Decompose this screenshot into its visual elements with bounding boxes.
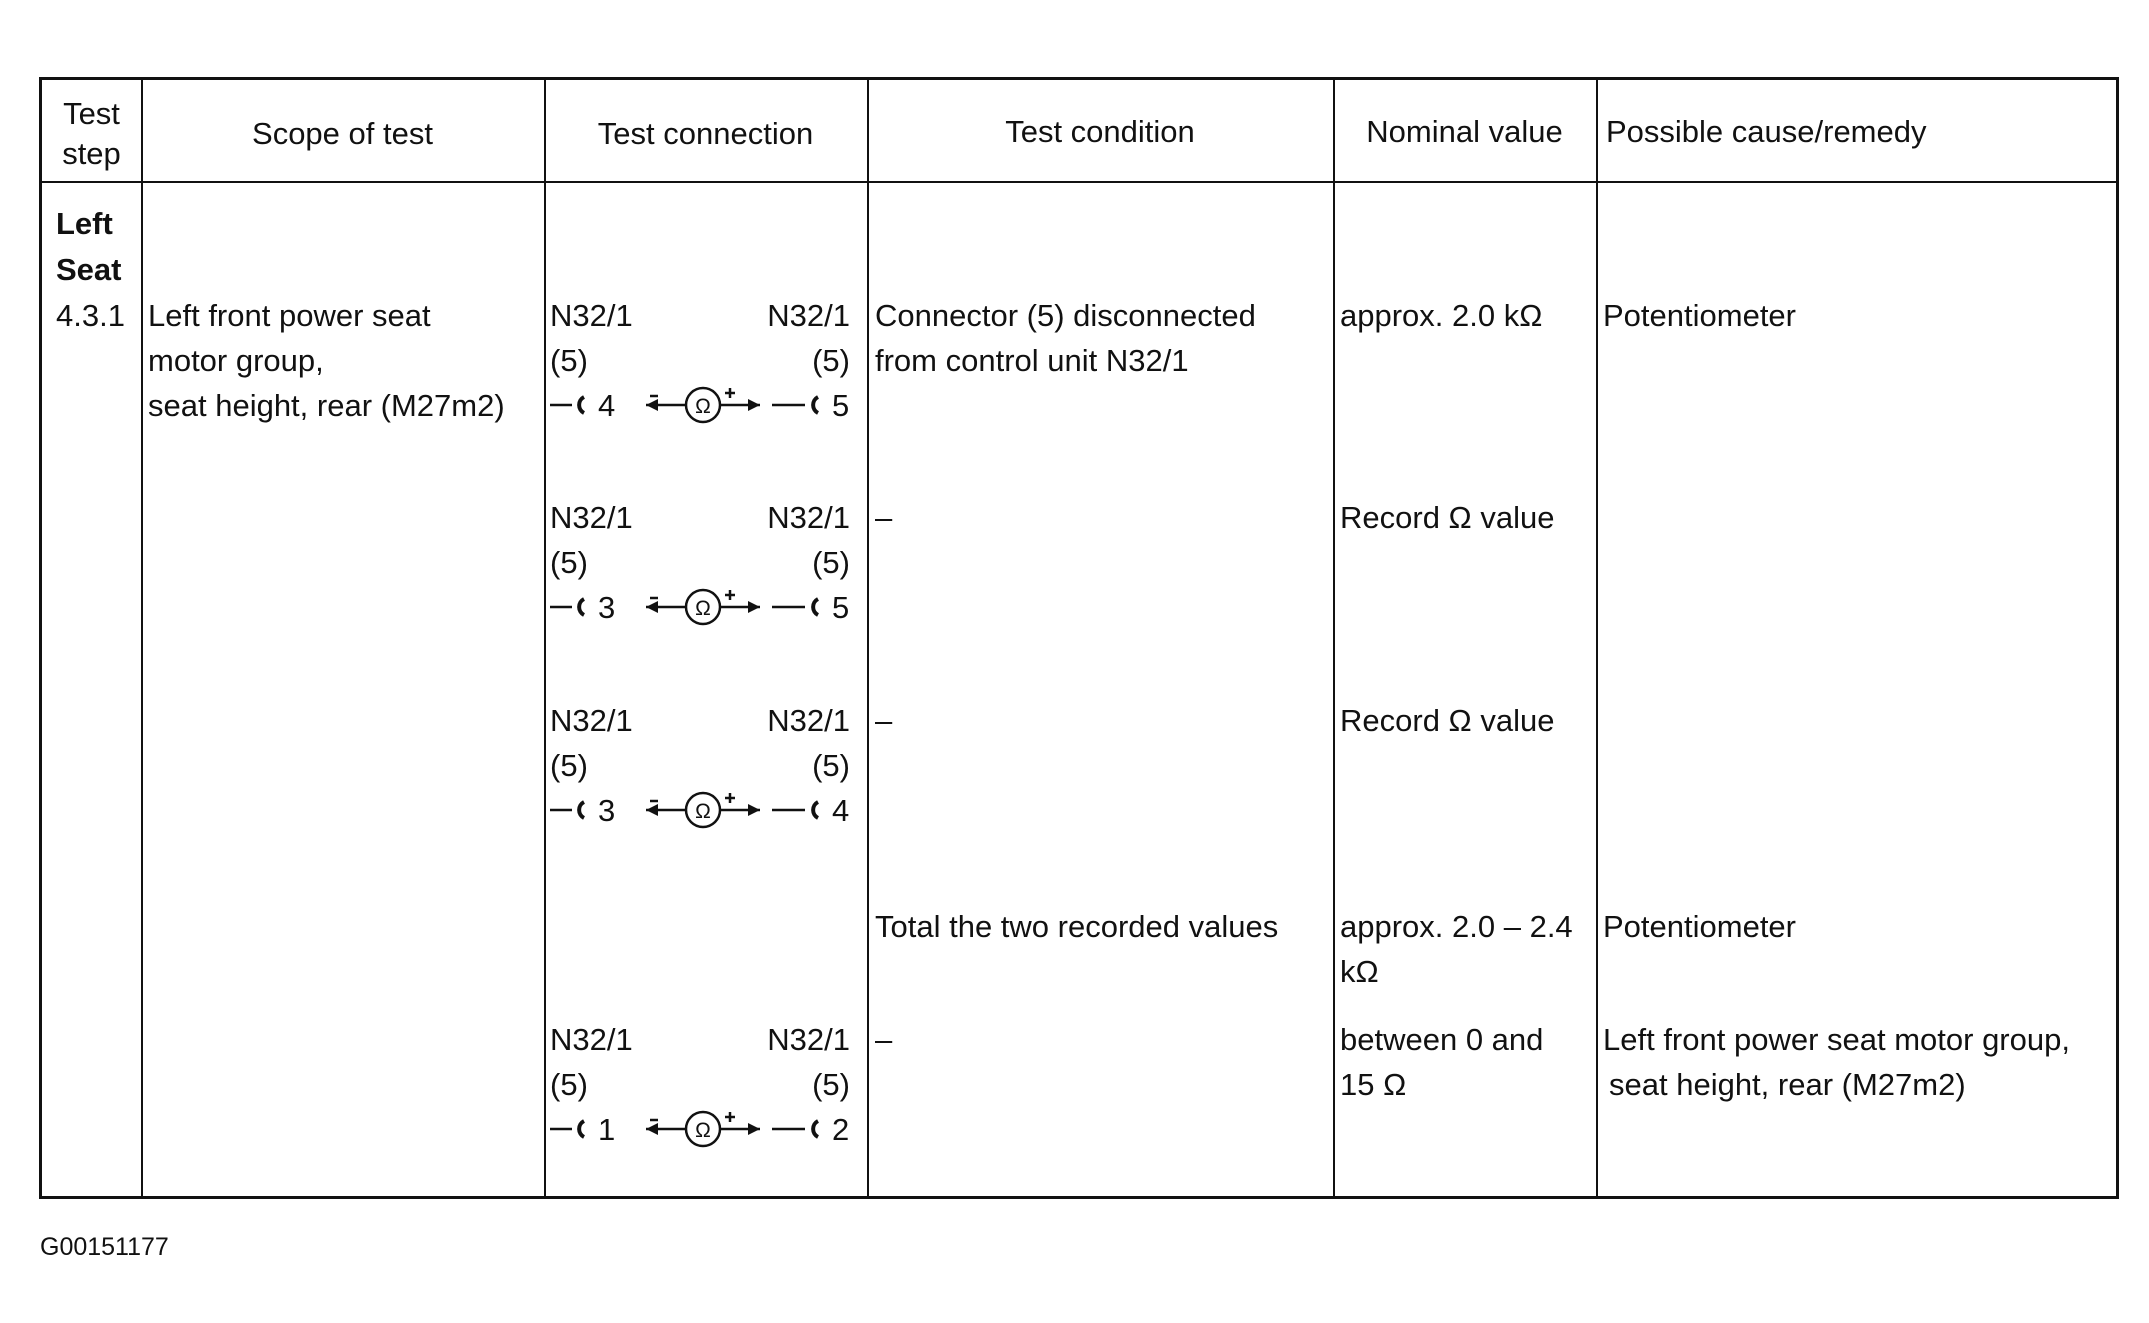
connection-diagram — [550, 1017, 850, 1157]
ohmmeter-symbol-icon — [550, 383, 850, 428]
pin-left: 3 — [598, 793, 616, 828]
connector-label-left: N32/1 — [550, 500, 633, 535]
nominal-value: Record Ω value — [1340, 500, 1555, 535]
column-divider — [867, 80, 869, 1196]
figure-id: G00151177 — [40, 1233, 169, 1261]
pin-right: 2 — [832, 1112, 850, 1147]
scope-line: seat height, rear (M27m2) — [148, 388, 505, 423]
connector-number-right: (5) — [812, 748, 850, 783]
ohmmeter-symbol-icon — [550, 1107, 850, 1152]
nominal-value: approx. 2.0 kΩ — [1340, 298, 1543, 333]
condition-line: – — [875, 703, 893, 738]
cause-line: Left front power seat motor group, — [1603, 1022, 2070, 1057]
header-test-step: Test step — [62, 96, 121, 171]
cause-line: Potentiometer — [1603, 909, 1796, 944]
column-divider — [1333, 80, 1335, 1196]
connector-label-right: N32/1 — [767, 298, 850, 333]
header-cause: Possible cause/remedy — [1606, 114, 1927, 149]
step-number: 4.3.1 — [56, 298, 125, 333]
cause-line: Potentiometer — [1603, 298, 1796, 333]
nominal-value: 15 Ω — [1340, 1067, 1407, 1102]
pin-right: 5 — [832, 590, 850, 625]
pin-left: 4 — [598, 388, 616, 423]
condition-line: – — [875, 1022, 893, 1057]
pin-right: 4 — [832, 793, 850, 828]
connection-diagram — [550, 495, 850, 635]
column-divider — [141, 80, 143, 1196]
pin-left: 1 — [598, 1112, 616, 1147]
svg-text:Ω: Ω — [695, 395, 711, 418]
connection-diagram — [550, 293, 850, 433]
condition-line: Total the two recorded values — [875, 909, 1279, 944]
connector-label-right: N32/1 — [767, 500, 850, 535]
svg-text:Ω: Ω — [695, 597, 711, 620]
cause-line: seat height, rear (M27m2) — [1609, 1067, 1966, 1102]
connector-number-left: (5) — [550, 1067, 588, 1102]
svg-text:Ω: Ω — [695, 1119, 711, 1142]
column-divider — [1596, 80, 1598, 1196]
connector-label-right: N32/1 — [767, 703, 850, 738]
header-scope: Scope of test — [252, 116, 433, 151]
connection-diagram — [550, 698, 850, 838]
ohmmeter-symbol-icon — [550, 788, 850, 833]
connector-label-left: N32/1 — [550, 298, 633, 333]
test-table — [39, 77, 2119, 1199]
section-label-seat: Seat — [56, 252, 122, 287]
scope-line: Left front power seat — [148, 298, 431, 333]
connector-number-left: (5) — [550, 343, 588, 378]
connector-number-right: (5) — [812, 1067, 850, 1102]
svg-text:Ω: Ω — [695, 800, 711, 823]
connector-number-left: (5) — [550, 545, 588, 580]
nominal-value: Record Ω value — [1340, 703, 1555, 738]
section-label-left: Left — [56, 206, 113, 241]
header-nominal: Nominal value — [1366, 114, 1563, 149]
connector-number-left: (5) — [550, 748, 588, 783]
condition-line: Connector (5) disconnected — [875, 298, 1256, 333]
pin-left: 3 — [598, 590, 616, 625]
column-divider — [544, 80, 546, 1196]
connector-number-right: (5) — [812, 545, 850, 580]
condition-line: – — [875, 500, 893, 535]
ohmmeter-symbol-icon — [550, 585, 850, 630]
header-connection: Test connection — [597, 116, 814, 151]
header-condition: Test condition — [1005, 114, 1195, 149]
nominal-value: approx. 2.0 – 2.4 — [1340, 909, 1573, 944]
condition-line: from control unit N32/1 — [875, 343, 1189, 378]
connector-label-left: N32/1 — [550, 1022, 633, 1057]
connector-label-right: N32/1 — [767, 1022, 850, 1057]
pin-right: 5 — [832, 388, 850, 423]
scope-line: motor group, — [148, 343, 324, 378]
nominal-value: kΩ — [1340, 954, 1379, 989]
connector-number-right: (5) — [812, 343, 850, 378]
header-divider — [42, 181, 2116, 183]
nominal-value: between 0 and — [1340, 1022, 1544, 1057]
connector-label-left: N32/1 — [550, 703, 633, 738]
